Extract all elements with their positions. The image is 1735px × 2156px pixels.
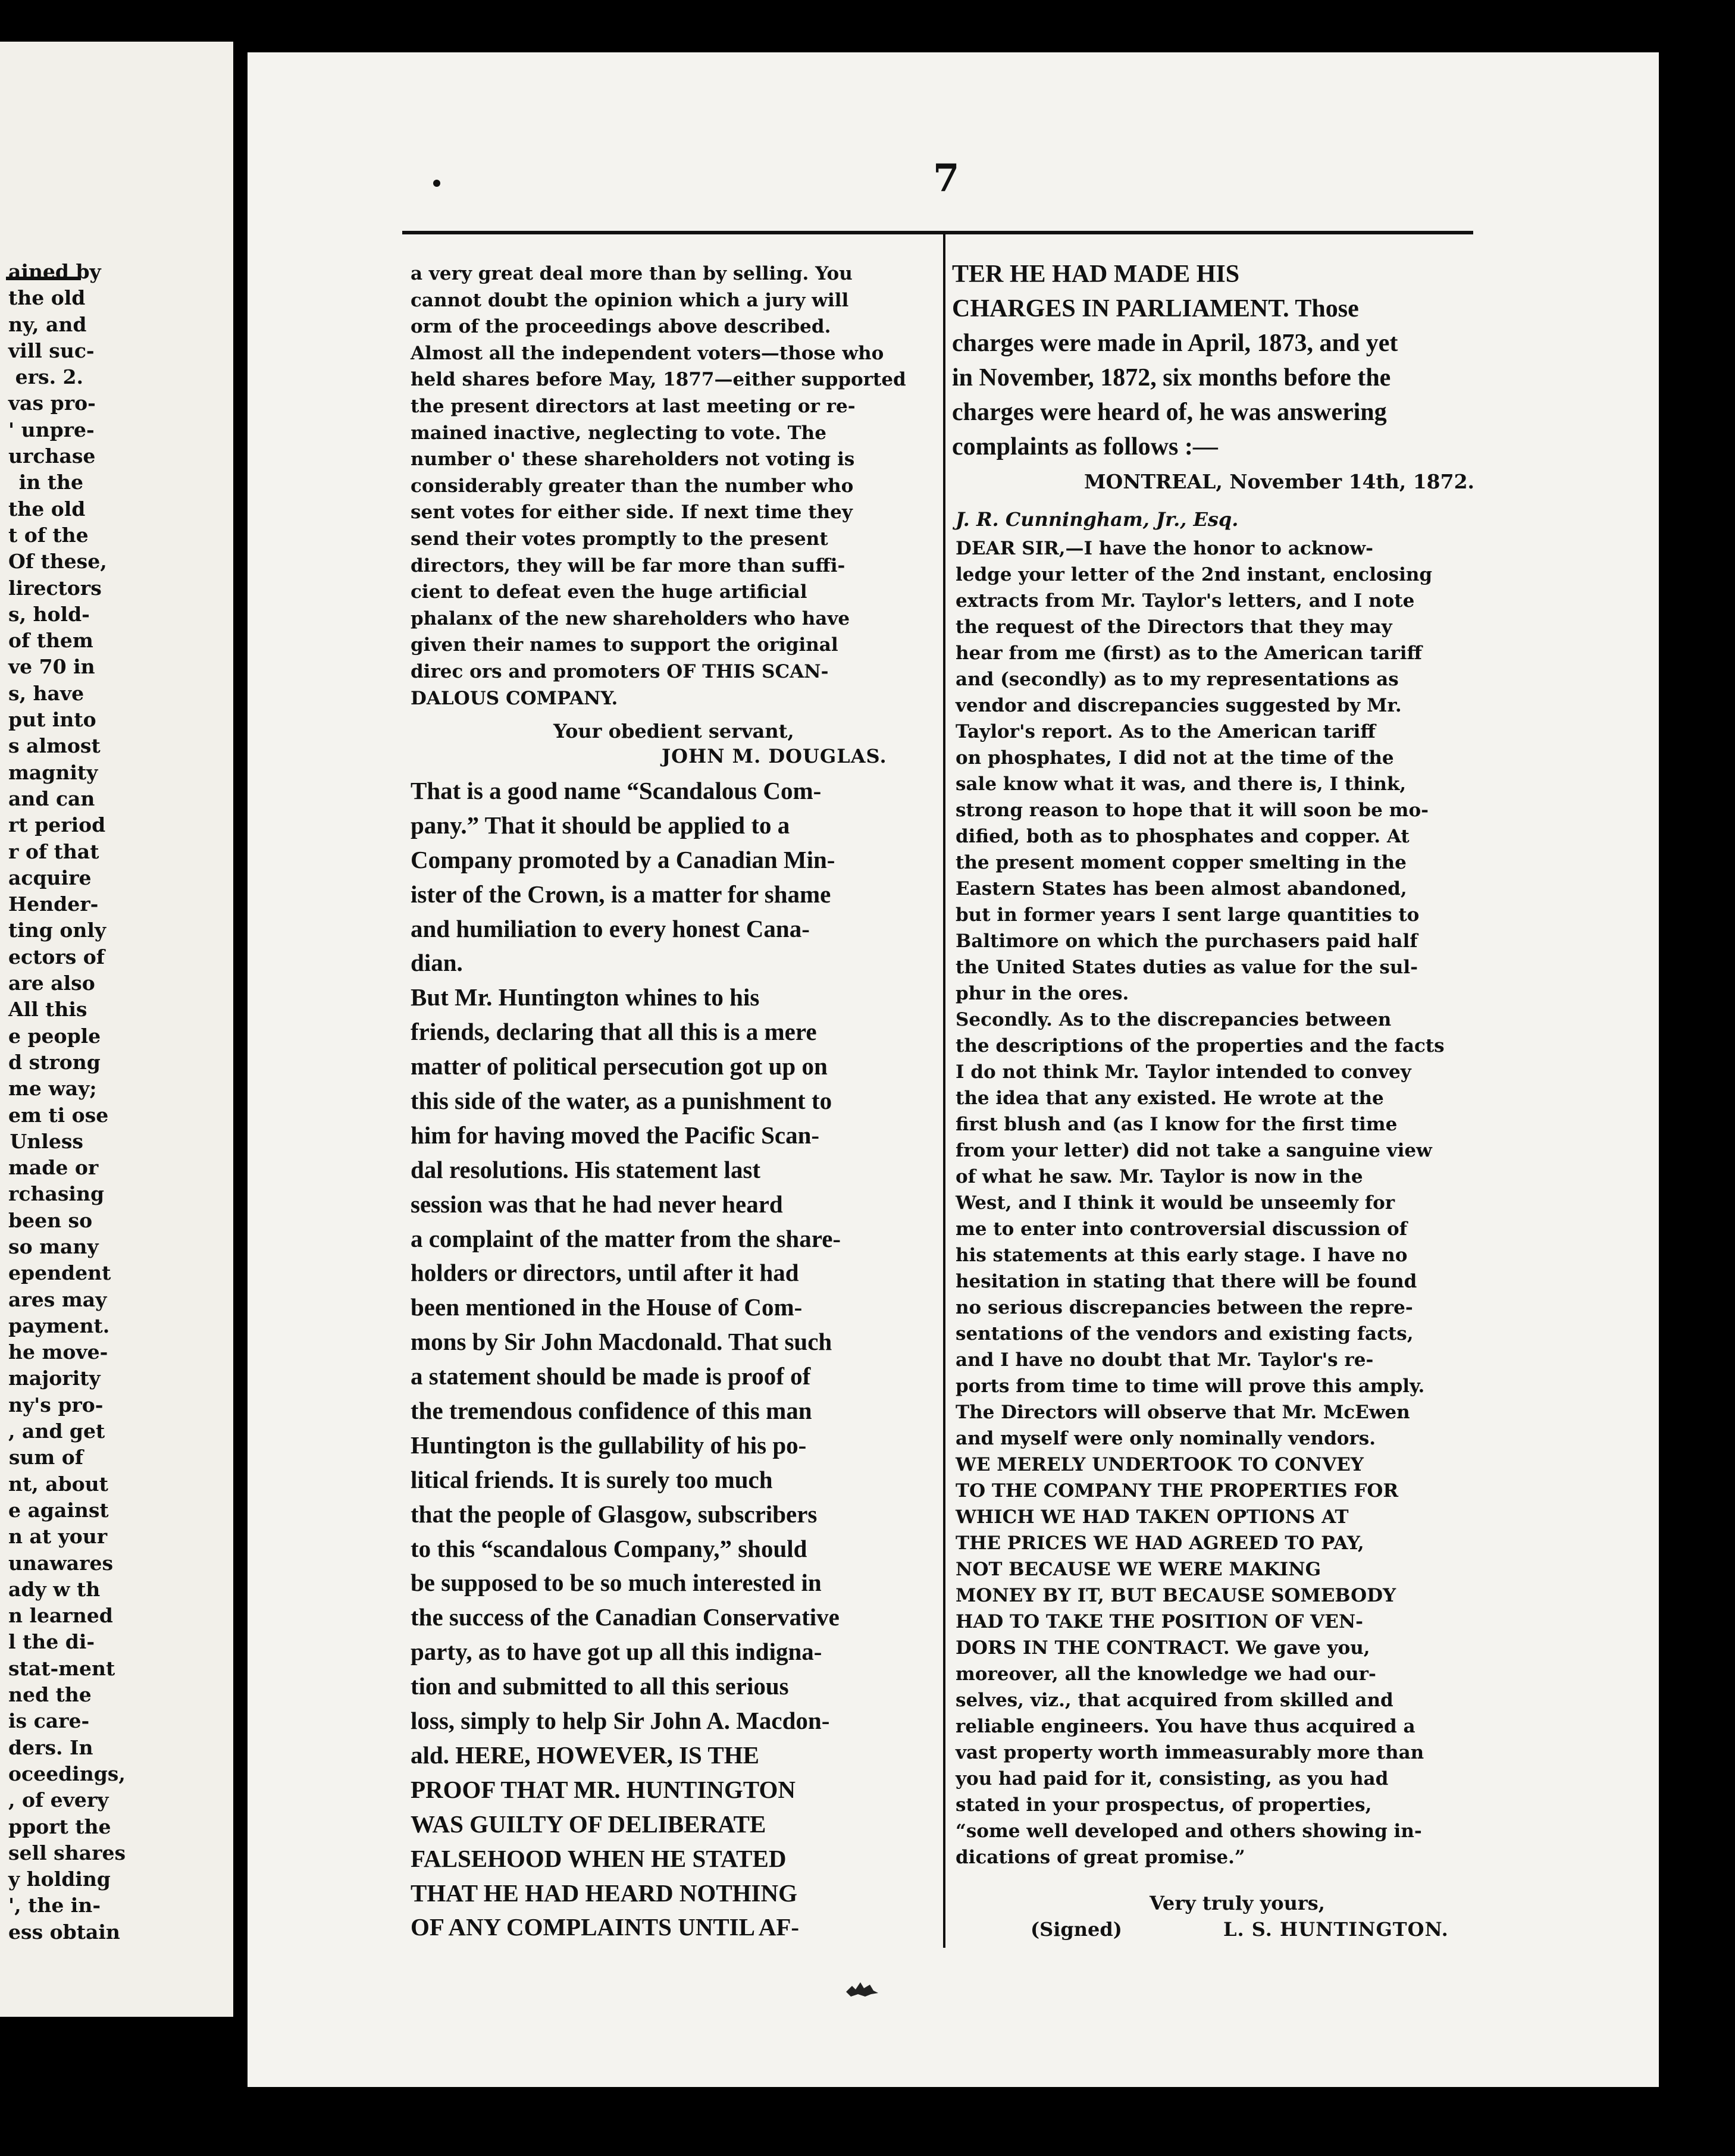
text-line: dified, both as to phosphates and copper. At: [956, 826, 1410, 847]
text-line: mained inactive, neglecting to vote. The: [411, 422, 826, 444]
text-line: the United States duties as value for the sul-: [956, 957, 1418, 978]
text-line: Company promoted by a Canadian Min-: [411, 845, 835, 873]
text-line: All this: [8, 998, 87, 1021]
text-line: charges were heard of, he was answering: [952, 399, 1387, 426]
text-line: e against: [8, 1498, 109, 1522]
text-line: is care-: [8, 1709, 90, 1733]
text-line: the idea that any existed. He wrote at the: [956, 1088, 1384, 1109]
text-line: the old: [8, 497, 86, 521]
text-line: on phosphates, I did not at the time of the: [956, 747, 1394, 769]
text-line: ledge your letter of the 2nd instant, enclosing: [956, 564, 1433, 585]
text-line: mons by Sir John Macdonald. That such: [411, 1328, 832, 1356]
text-line: lirectors: [8, 576, 102, 600]
text-line: stated in your prospectus, of properties,: [956, 1794, 1372, 1816]
text-line: n at your: [8, 1525, 108, 1549]
text-line: rchasing: [8, 1182, 105, 1206]
text-line: nt, about: [8, 1472, 108, 1496]
text-line: given their names to support the original: [411, 634, 838, 656]
text-line: s almost: [8, 734, 101, 758]
text-line: number o' these shareholders not voting is: [411, 449, 855, 471]
text-line: his statements at this early stage. I have no: [956, 1245, 1408, 1266]
text-line: dian.: [411, 949, 463, 977]
text-line: ald. HERE, HOWEVER, IS THE: [411, 1741, 759, 1769]
text-line: the request of the Directors that they may: [956, 616, 1392, 638]
text-line: ers. 2.: [15, 365, 83, 389]
text-line: ares may: [8, 1287, 107, 1311]
text-line: from your letter) did not take a sanguine view: [956, 1140, 1432, 1161]
text-line: THAT HE HAD HEARD NOTHING: [411, 1879, 798, 1907]
text-line: put into: [8, 708, 96, 732]
text-line: a complaint of the matter from the share-: [411, 1224, 841, 1252]
text-line: vendor and discrepancies suggested by Mr.: [956, 695, 1402, 716]
text-line: Baltimore on which the purchasers paid half: [956, 930, 1418, 952]
text-line: first blush and (as I know for the first time: [956, 1114, 1398, 1135]
text-line: n learned: [8, 1604, 113, 1628]
text-line: The Directors will observe that Mr. McEwen: [956, 1402, 1410, 1423]
text-line: NOT BECAUSE WE WERE MAKING: [956, 1559, 1321, 1580]
text-line: the old: [8, 286, 86, 310]
text-line: holders or directors, until after it had: [411, 1259, 799, 1287]
text-line: d strong: [8, 1050, 101, 1074]
text-line: this side of the water, as a punishment to: [411, 1087, 832, 1115]
letter-signature: JOHN M. DOUGLAS.: [662, 745, 887, 767]
text-line: and myself were only nominally vendors.: [956, 1428, 1376, 1449]
column2-editorial-text: [952, 257, 1476, 464]
text-line: s, have: [8, 681, 84, 705]
text-line: ependent: [8, 1261, 111, 1285]
text-line: acquire: [8, 866, 92, 889]
text-line: ders. In: [8, 1735, 93, 1759]
text-line: That is a good name “Scandalous Com-: [411, 777, 822, 804]
text-line: of what he saw. Mr. Taylor is now in the: [956, 1166, 1363, 1187]
text-line: you had paid for it, consisting, as you had: [956, 1768, 1389, 1790]
text-line: direc ors and promoters OF THIS SCAN-: [411, 660, 829, 682]
text-line: r of that: [8, 839, 99, 863]
text-line: Of these,: [8, 550, 107, 574]
text-line: to this “scandalous Company,” should: [411, 1534, 807, 1562]
letter-signer: L. S. HUNTINGTON.: [1223, 1918, 1449, 1941]
text-line: , and get: [8, 1419, 105, 1443]
text-line: and I have no doubt that Mr. Taylor's re-: [956, 1349, 1374, 1371]
text-line: Eastern States has been almost abandoned,: [956, 878, 1407, 900]
text-line: I do not think Mr. Taylor intended to convey: [956, 1061, 1411, 1083]
text-line: the present directors at last meeting or re-: [411, 395, 856, 417]
text-line: extracts from Mr. Taylor's letters, and I note: [956, 590, 1415, 612]
header-rule: [402, 231, 1473, 234]
text-line: magnity: [8, 760, 98, 784]
text-line: send their votes promptly to the present: [411, 528, 828, 550]
text-line: him for having moved the Pacific Scan-: [411, 1121, 820, 1149]
text-line: loss, simply to help Sir John A. Macdon-: [411, 1707, 830, 1735]
text-line: pany.” That it should be applied to a: [411, 811, 790, 839]
text-line: PROOF THAT MR. HUNTINGTON: [411, 1775, 796, 1803]
text-line: ny, and: [8, 312, 87, 336]
previous-page-column-fragment: [8, 259, 126, 1945]
text-line: reliable engineers. You have thus acquired a: [956, 1716, 1415, 1737]
text-line: the success of the Canadian Conservative: [411, 1603, 840, 1631]
text-line: e people: [8, 1024, 101, 1048]
text-line: hesitation in stating that there will be found: [956, 1271, 1417, 1292]
text-line: he move-: [8, 1340, 108, 1364]
text-line: Taylor's report. As to the American tariff: [956, 721, 1376, 742]
text-line: phalanx of the new shareholders who have: [411, 607, 850, 629]
text-line: l the di-: [8, 1630, 95, 1654]
text-line: friends, declaring that all this is a mere: [411, 1018, 817, 1046]
text-line: directors, they will be far more than suffi-: [411, 554, 845, 576]
text-line: dications of great promise.”: [956, 1847, 1245, 1868]
text-line: WAS GUILTY OF DELIBERATE: [411, 1810, 766, 1838]
ink-blot-mark: [844, 1979, 879, 1999]
text-line: ess obtain: [8, 1920, 120, 1944]
text-line: so many: [8, 1234, 99, 1258]
text-line: vas pro-: [8, 391, 96, 415]
text-line: oceedings,: [8, 1762, 126, 1785]
text-line: Huntington is the gullability of his po-: [411, 1431, 807, 1459]
text-line: in the: [18, 471, 83, 494]
text-line: t of the: [8, 523, 89, 547]
text-line: phur in the ores.: [956, 983, 1129, 1004]
text-line: sum of: [8, 1446, 83, 1469]
text-line: TO THE COMPANY THE PROPERTIES FOR: [956, 1480, 1399, 1502]
text-line: cient to defeat even the huge artificial: [411, 581, 807, 603]
text-line: majority: [8, 1367, 101, 1390]
text-line: me to enter into controversial discussion of: [956, 1218, 1408, 1240]
text-line: ' unpre-: [8, 418, 95, 441]
text-line: a statement should be made is proof of: [411, 1362, 811, 1390]
text-line: the present moment copper smelting in the: [956, 852, 1407, 873]
page-number: 7: [933, 156, 960, 200]
text-line: strong reason to hope that it will soon be mo-: [956, 800, 1429, 821]
text-line: ectors of: [8, 945, 105, 969]
text-line: rt period: [8, 813, 106, 837]
text-line: sentations of the vendors and existing facts,: [956, 1323, 1414, 1345]
text-line: ve 70 in: [8, 655, 95, 679]
text-line: FALSEHOOD WHEN HE STATED: [411, 1844, 787, 1872]
text-line: sell shares: [8, 1841, 126, 1864]
page-dot-mark: [433, 180, 440, 187]
letter-dateline: MONTREAL, November 14th, 1872.: [1084, 470, 1475, 493]
text-line: ', the in-: [8, 1894, 101, 1917]
text-line: y holding: [8, 1867, 111, 1891]
text-line: moreover, all the knowledge we had our-: [956, 1663, 1376, 1685]
column1-letter-text: [411, 261, 934, 712]
text-line: Unless: [10, 1129, 83, 1153]
text-line: party, as to have got up all this indigna-: [411, 1638, 822, 1666]
text-line: me way;: [8, 1077, 97, 1101]
text-line: ny's pro-: [8, 1393, 104, 1417]
text-line: selves, viz., that acquired from skilled and: [956, 1690, 1393, 1711]
text-line: ained by: [8, 260, 101, 283]
text-line: and humiliation to every honest Cana-: [411, 914, 810, 942]
letter-addressee: J. R. Cunningham, Jr., Esq.: [956, 508, 1239, 531]
text-line: WHICH WE HAD TAKEN OPTIONS AT: [956, 1506, 1349, 1528]
text-line: charges were made in April, 1873, and yet: [952, 330, 1398, 357]
text-line: and (secondly) as to my representations as: [956, 669, 1399, 690]
text-line: DORS IN THE CONTRACT. We gave you,: [956, 1637, 1370, 1659]
text-line: no serious discrepancies between the repre-: [956, 1297, 1413, 1318]
text-line: payment.: [8, 1314, 110, 1337]
text-line: WE MERELY UNDERTOOK TO CONVEY: [956, 1454, 1364, 1475]
text-line: urchase: [8, 444, 96, 468]
signed-label: (Signed): [1031, 1918, 1122, 1941]
text-line: are also: [8, 972, 95, 995]
text-line: ady w th: [8, 1577, 101, 1601]
column2-letter-text: [956, 535, 1479, 1870]
text-line: CHARGES IN PARLIAMENT. Those: [952, 295, 1359, 322]
text-line: TER HE HAD MADE HIS: [952, 261, 1240, 288]
text-line: em ti ose: [8, 1103, 109, 1127]
text-line: Hender-: [8, 892, 99, 916]
text-line: “some well developed and others showing in-: [956, 1820, 1422, 1842]
text-line: and can: [8, 786, 95, 810]
letter-salutation: Your obedient servant,: [553, 720, 794, 742]
text-line: Almost all the independent voters—those who: [411, 342, 884, 364]
text-line: complaints as follows :—: [952, 433, 1218, 460]
text-line: vill suc-: [8, 339, 95, 362]
text-line: that the people of Glasgow, subscribers: [411, 1500, 818, 1528]
text-line: litical friends. It is surely too much: [411, 1465, 773, 1493]
text-line: considerably greater than the number who: [411, 475, 854, 497]
text-line: pport the: [8, 1815, 111, 1838]
text-line: ned the: [8, 1683, 92, 1707]
text-line: been mentioned in the House of Com-: [411, 1293, 803, 1321]
text-line: ister of the Crown, is a matter for shame: [411, 880, 831, 908]
text-line: s, hold-: [8, 602, 90, 626]
text-line: OF ANY COMPLAINTS UNTIL AF-: [411, 1913, 800, 1941]
text-line: session was that he had never heard: [411, 1190, 783, 1218]
text-line: tion and submitted to all this serious: [411, 1672, 789, 1700]
text-line: HAD TO TAKE THE POSITION OF VEN-: [956, 1611, 1364, 1632]
letter-closing: Very truly yours,: [1150, 1892, 1325, 1914]
text-line: held shares before May, 1877—either supported: [411, 369, 906, 391]
text-line: Secondly. As to the discrepancies between: [956, 1009, 1392, 1030]
text-line: , of every: [8, 1788, 109, 1812]
text-line: ting only: [8, 919, 107, 942]
text-line: THE PRICES WE HAD AGREED TO PAY,: [956, 1533, 1364, 1554]
text-line: the descriptions of the properties and the facts: [956, 1035, 1445, 1057]
text-line: unawares: [8, 1551, 114, 1575]
text-line: of them: [8, 629, 93, 653]
text-line: sale know what it was, and there is, I think,: [956, 773, 1407, 795]
text-line: a very great deal more than by selling. You: [411, 263, 853, 284]
text-line: in November, 1872, six months before the: [952, 364, 1391, 391]
text-line: MONEY BY IT, BUT BECAUSE SOMEBODY: [956, 1585, 1396, 1606]
text-line: matter of political persecution got up on: [411, 1052, 828, 1080]
text-line: made or: [8, 1156, 99, 1180]
text-line: DALOUS COMPANY.: [411, 687, 618, 709]
text-line: vast property worth immeasurably more than: [956, 1742, 1424, 1763]
text-line: dal resolutions. His statement last: [411, 1155, 761, 1183]
text-line: but in former years I sent large quantities to: [956, 904, 1420, 926]
text-line: ports from time to time will prove this amply.: [956, 1375, 1425, 1397]
text-line: the tremendous confidence of this man: [411, 1397, 812, 1425]
text-line: But Mr. Huntington whines to his: [411, 983, 760, 1011]
text-line: sent votes for either side. If next time they: [411, 502, 853, 524]
text-line: DEAR SIR,—I have the honor to acknow-: [956, 538, 1373, 559]
column1-editorial-text: [411, 773, 946, 1944]
text-line: hear from me (first) as to the American tariff: [956, 643, 1422, 664]
text-line: West, and I think it would be unseemly for: [956, 1192, 1395, 1214]
text-line: orm of the proceedings above described.: [411, 316, 831, 338]
text-line: be supposed to be so much interested in: [411, 1569, 822, 1597]
text-line: been so: [8, 1208, 93, 1232]
text-line: cannot doubt the opinion which a jury will: [411, 289, 849, 311]
text-line: stat-ment: [8, 1656, 115, 1680]
